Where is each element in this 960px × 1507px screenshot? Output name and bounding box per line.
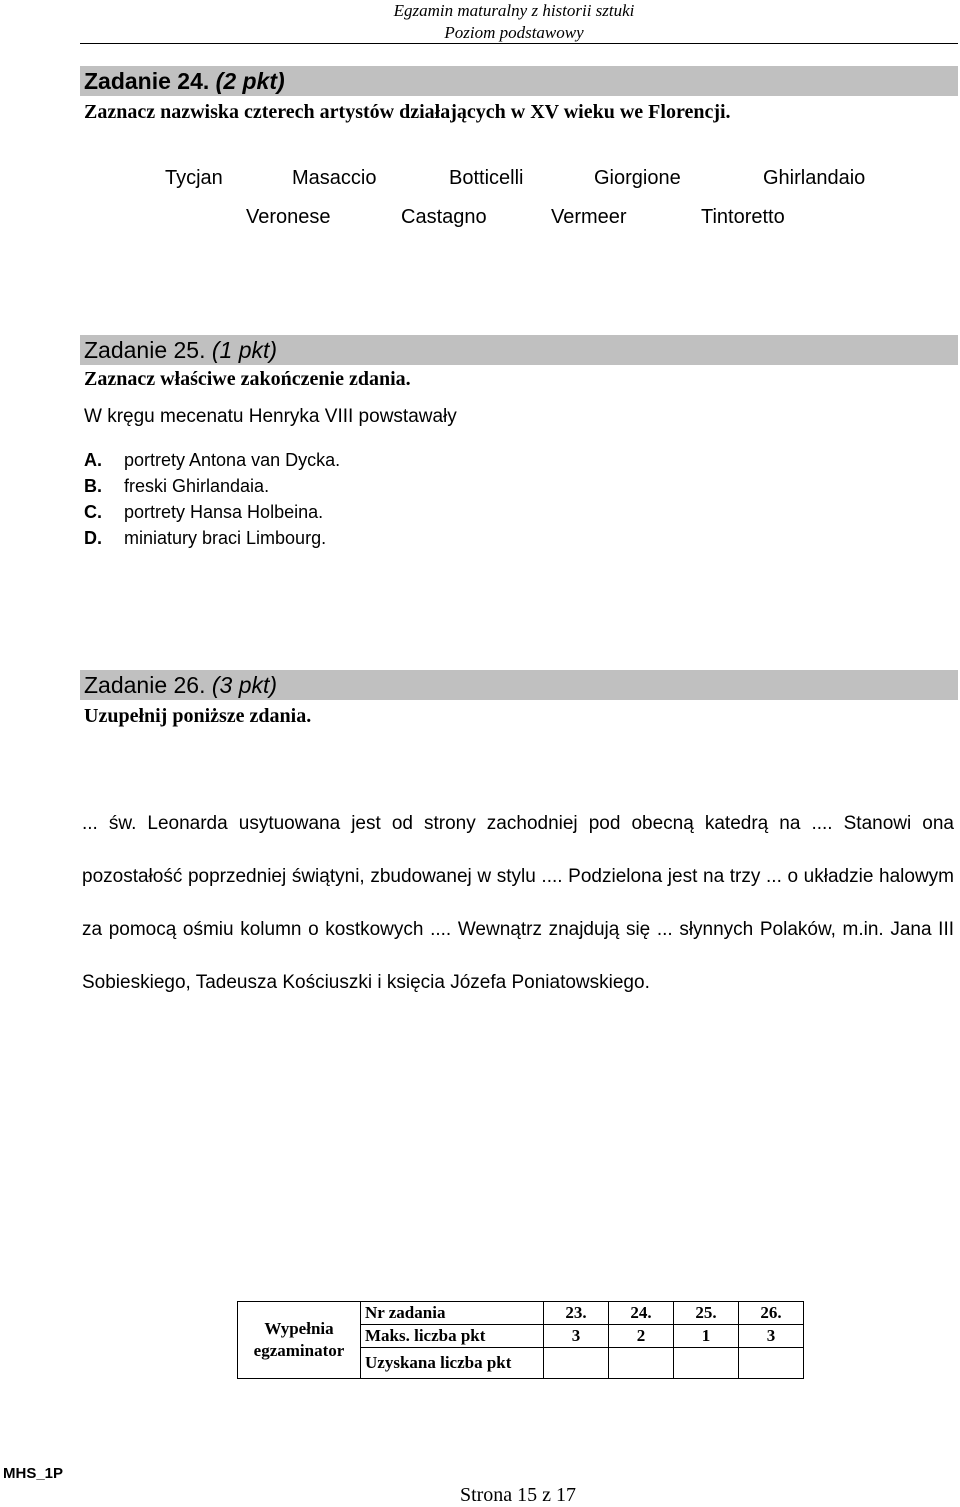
obtained-points-cell[interactable] bbox=[674, 1348, 739, 1379]
obtained-points-cell[interactable] bbox=[544, 1348, 609, 1379]
task-number-cell: 24. bbox=[609, 1302, 674, 1325]
task-25-options bbox=[84, 447, 340, 551]
task-24-title bbox=[84, 66, 285, 96]
task-24-prompt: Zaznacz nazwiska czterech artystów działających w XV wieku we Florencji. bbox=[84, 101, 731, 123]
task-number: Zadanie 24. bbox=[84, 68, 210, 94]
row-label-max: Maks. liczba pkt bbox=[361, 1325, 544, 1348]
task-26-fill-text[interactable]: ... św. Leonarda usytuowana jest od strony zachodniej pod obecną katedrą na .... Stanowi ona pozostałość poprzedniej świątyni, zbudowanej w stylu .... Podzielona jest na trzy ... o układzie halowym za pomocą ośmiu kolumn o kostkowych .... Wewnątrz znajdują się ... słynnych Polaków, m.in. Jana III Sobieskiego, Tadeusza Kościuszki i księcia Józefa Poniatowskiego. bbox=[82, 813, 954, 993]
row-label-obtained: Uzyskana liczba pkt bbox=[361, 1348, 544, 1379]
header-rule bbox=[80, 43, 958, 44]
artist-option[interactable]: Vermeer bbox=[551, 206, 627, 228]
task-number-cell: 26. bbox=[739, 1302, 804, 1325]
task-number-cell: 25. bbox=[674, 1302, 739, 1325]
task-26-prompt: Uzupełnij poniższe zdania. bbox=[84, 705, 312, 727]
max-points-cell: 1 bbox=[674, 1325, 739, 1348]
score-table bbox=[237, 1301, 804, 1379]
artist-option[interactable]: Veronese bbox=[246, 206, 331, 228]
task-points: (2 pkt) bbox=[215, 68, 285, 94]
option-letter: D. bbox=[84, 528, 102, 548]
task-number: Zadanie 25. bbox=[84, 337, 206, 363]
page-number: Strona 15 z 17 bbox=[459, 1484, 577, 1506]
max-points-cell: 3 bbox=[544, 1325, 609, 1348]
artist-option[interactable]: Tintoretto bbox=[701, 206, 785, 228]
option-text: portrety Antona van Dycka. bbox=[124, 450, 341, 470]
task-25-stem: W kręgu mecenatu Henryka VIII powstawały bbox=[84, 406, 457, 427]
option-letter: C. bbox=[84, 502, 102, 522]
option-text: freski Ghirlandaia. bbox=[124, 476, 270, 496]
answer-option[interactable] bbox=[84, 499, 340, 525]
answer-option[interactable] bbox=[84, 473, 340, 499]
max-points-cell: 2 bbox=[609, 1325, 674, 1348]
artist-option[interactable]: Ghirlandaio bbox=[763, 167, 866, 189]
task-points: (3 pkt) bbox=[211, 672, 278, 698]
option-letter: A. bbox=[84, 450, 102, 470]
artist-option[interactable]: Botticelli bbox=[449, 167, 524, 189]
exam-title: Egzamin maturalny z historii sztuki bbox=[393, 1, 635, 20]
artist-option[interactable]: Tycjan bbox=[165, 167, 223, 189]
task-points: (1 pkt) bbox=[211, 337, 278, 363]
page-header bbox=[374, 0, 654, 44]
task-number: Zadanie 26. bbox=[84, 672, 206, 698]
examiner-label: Wypełnia egzaminator bbox=[238, 1302, 361, 1379]
option-text: miniatury braci Limbourg. bbox=[124, 528, 327, 548]
exam-code: MHS_1P bbox=[3, 1465, 64, 1482]
task-number-cell: 23. bbox=[544, 1302, 609, 1325]
option-letter: B. bbox=[84, 476, 102, 496]
obtained-points-cell[interactable] bbox=[739, 1348, 804, 1379]
row-label-task: Nr zadania bbox=[361, 1302, 544, 1325]
task-25-prompt: Zaznacz właściwe zakończenie zdania. bbox=[84, 368, 411, 390]
option-text: portrety Hansa Holbeina. bbox=[124, 502, 324, 522]
artist-option[interactable]: Castagno bbox=[401, 206, 487, 228]
answer-option[interactable] bbox=[84, 525, 340, 551]
answer-option[interactable] bbox=[84, 447, 340, 473]
artist-option[interactable]: Masaccio bbox=[292, 167, 377, 189]
task-26-title bbox=[84, 670, 277, 700]
artist-option[interactable]: Giorgione bbox=[594, 167, 681, 189]
obtained-points-cell[interactable] bbox=[609, 1348, 674, 1379]
task-25-title bbox=[84, 335, 277, 365]
max-points-cell: 3 bbox=[739, 1325, 804, 1348]
exam-level: Poziom podstawowy bbox=[444, 23, 584, 42]
